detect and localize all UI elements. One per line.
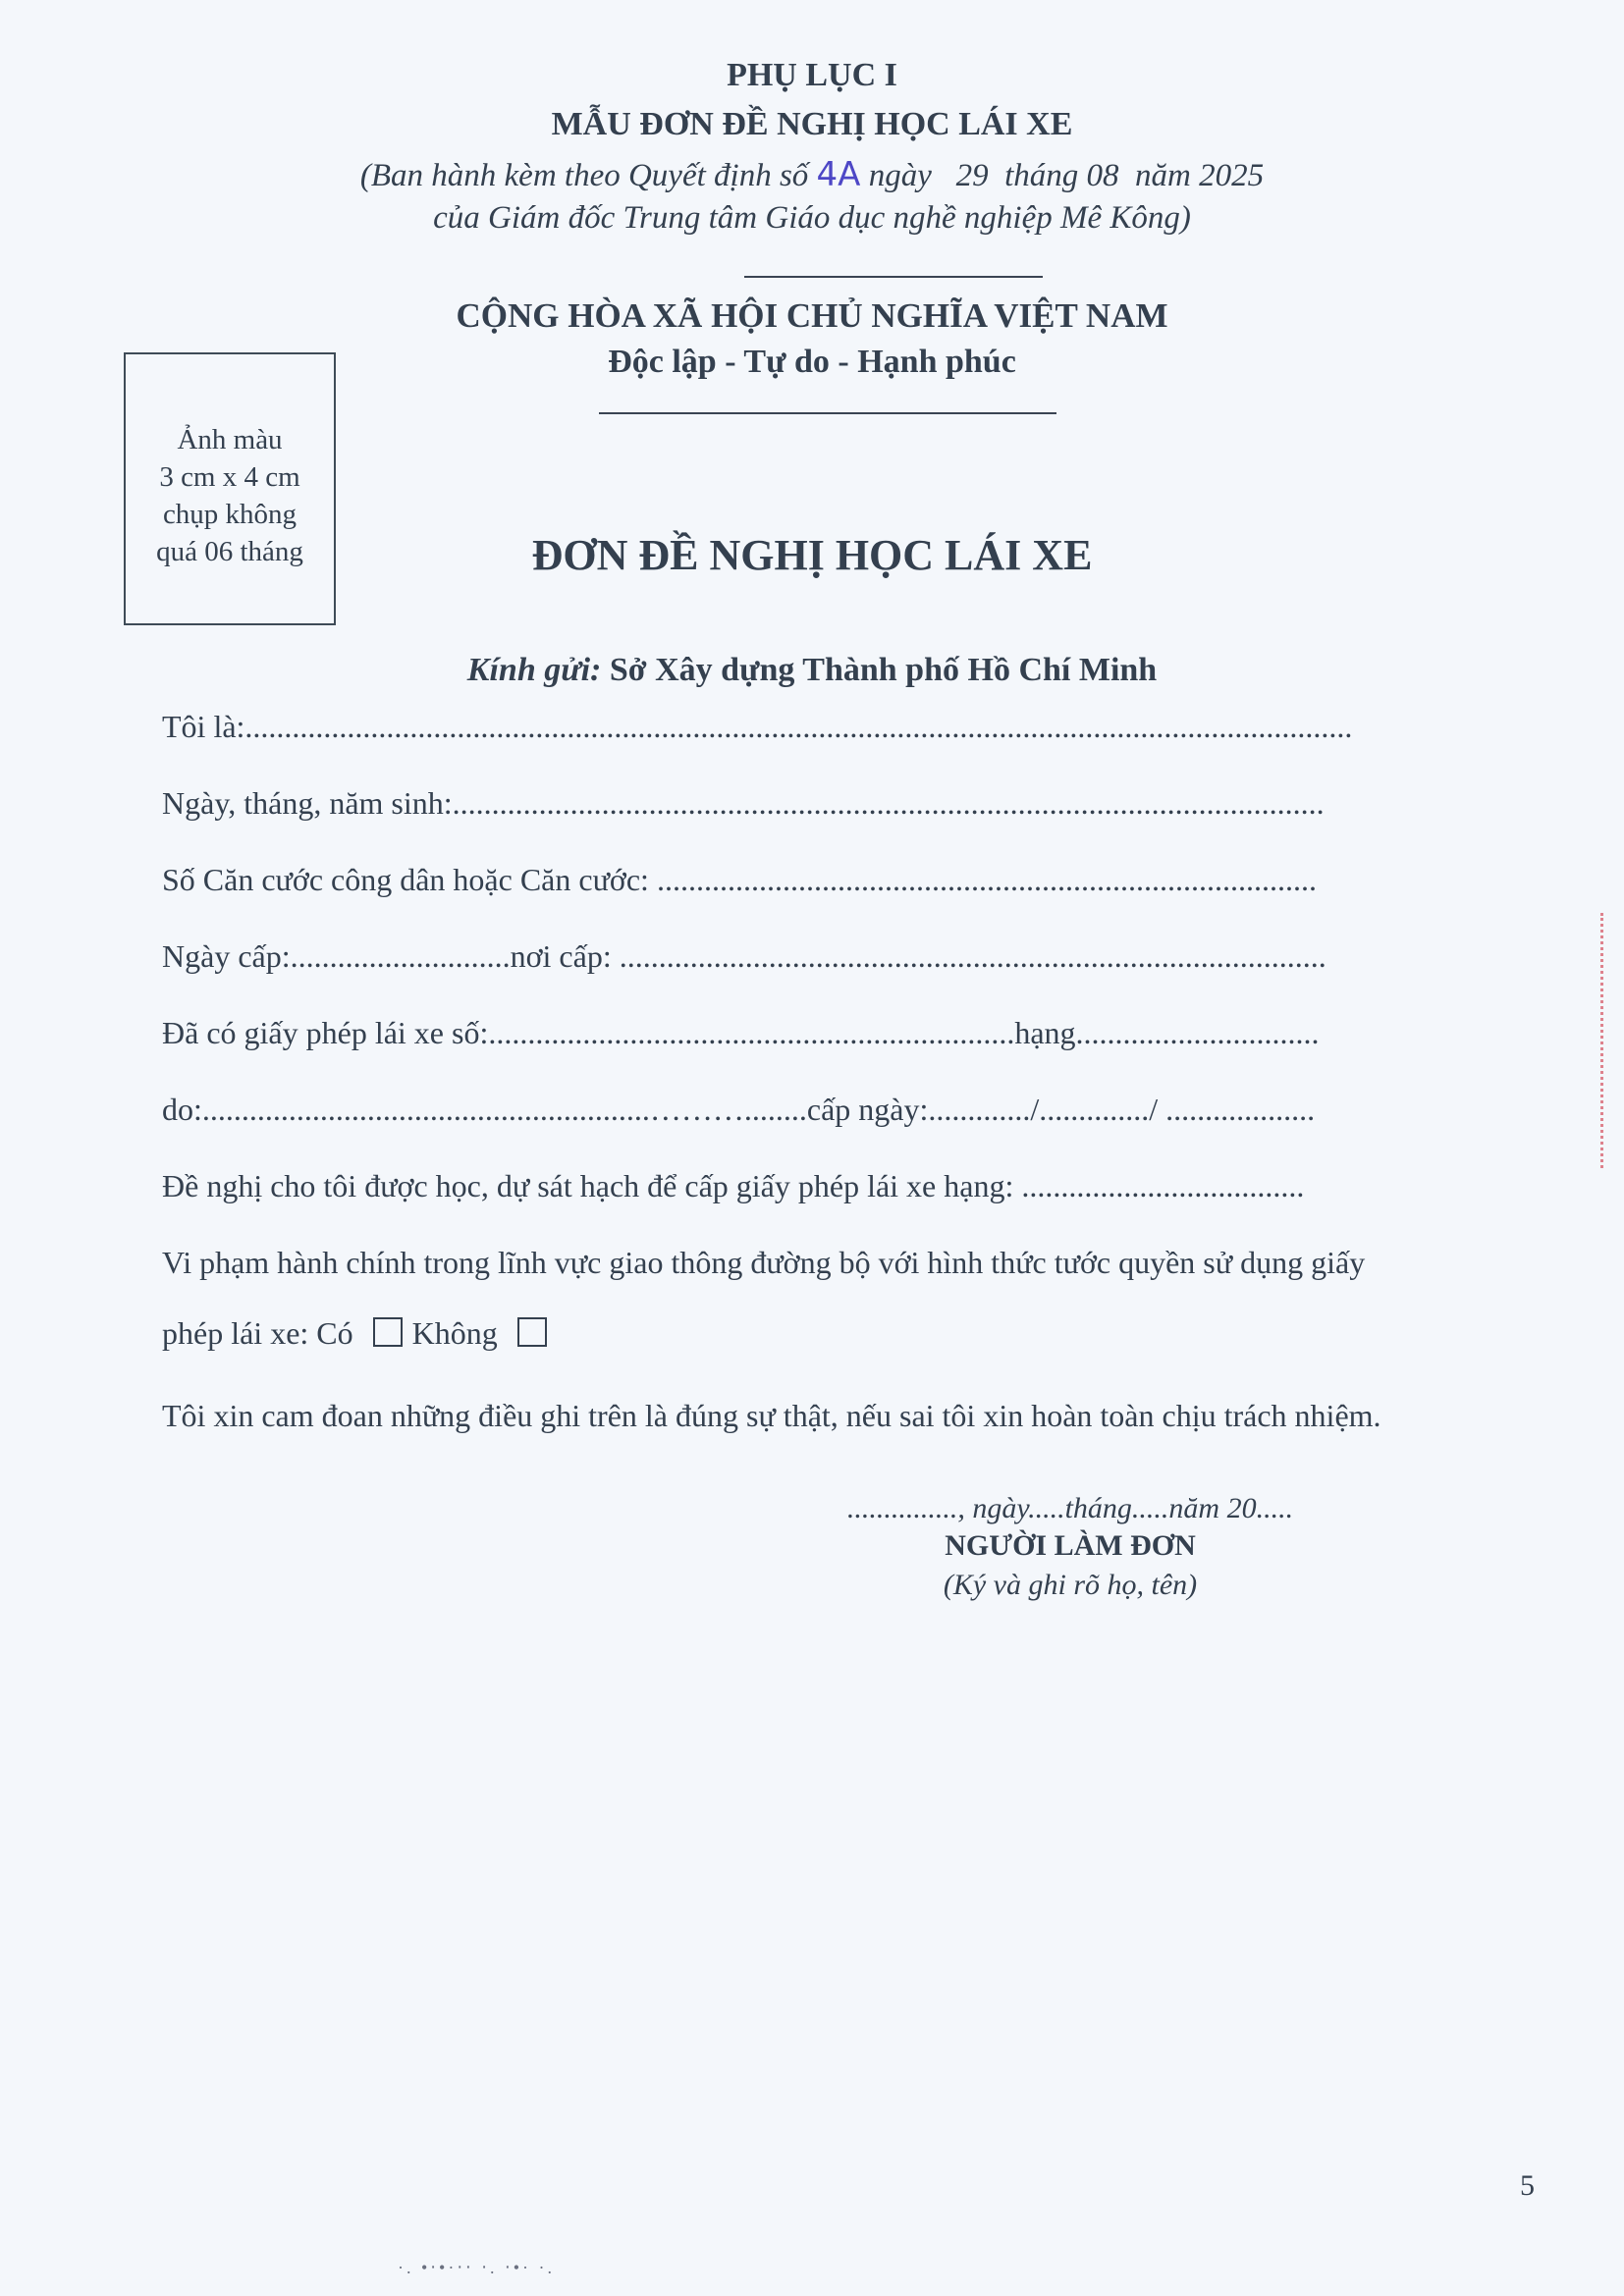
field-license-issuer: do:.........................................................………........cấp ngày:............./............../ ................... (162, 1092, 1316, 1127)
violation-statement: Vi phạm hành chính trong lĩnh vực giao thông đường bộ với hình thức tước quyền sử dụng giấy (162, 1245, 1366, 1280)
field-requested-class: Đề nghị cho tôi được học, dự sát hạch để cấp giấy phép lái xe hạng: .................................... (162, 1168, 1305, 1203)
field-id-number: Số Căn cước công dân hoặc Căn cước: .................................................................................... (162, 862, 1317, 897)
header-divider (744, 276, 1043, 278)
page-number: 5 (1520, 2169, 1535, 2202)
yes-checkbox[interactable] (373, 1317, 403, 1347)
field-issue-date-place: Ngày cấp:............................nơi cấp: .......................................................................................... (162, 938, 1326, 974)
application-title: ĐƠN ĐỀ NGHỊ HỌC LÁI XE (531, 531, 1093, 579)
form-template-title: MẪU ĐƠN ĐỀ NGHỊ HỌC LÁI XE (551, 106, 1073, 142)
red-margin-mark (1600, 913, 1617, 1168)
no-checkbox[interactable] (517, 1317, 547, 1347)
country-name: CỘNG HÒA XÃ HỘI CHỦ NGHĨA VIỆT NAM (456, 296, 1168, 335)
motto-underline (599, 412, 1056, 414)
field-existing-license: Đã có giấy phép lái xe số:...................................................................hạng............................... (162, 1015, 1320, 1050)
issued-date: ngày 29 tháng 08 năm 2025 (868, 158, 1265, 193)
signature-date-line: ..............., ngày.....tháng.....năm 20..... (846, 1492, 1294, 1524)
signature-instruction: (Ký và ghi rõ họ, tên) (943, 1569, 1198, 1601)
recipient-name: Sở Xây dựng Thành phố Hồ Chí Minh (609, 652, 1158, 688)
scan-artifact: ·. •‧•·‧‧ ‧. ‧•· ·. (398, 2258, 555, 2277)
issuing-authority: của Giám đốc Trung tâm Giáo dục nghề nghiệp Mê Kông) (433, 200, 1191, 236)
signer-role: NGƯỜI LÀM ĐƠN (945, 1529, 1196, 1562)
appendix-heading: PHỤ LỤC I (727, 57, 897, 93)
violation-prefix: phép lái xe: Có (162, 1315, 353, 1351)
national-motto: Độc lập - Tự do - Hạnh phúc (608, 344, 1016, 380)
violation-options (162, 1315, 557, 1352)
recipient-line (0, 652, 1624, 689)
photo-line: chụp không (162, 499, 298, 530)
handwritten-decision-number: 4A (816, 155, 861, 194)
photo-line: Ảnh màu (177, 424, 283, 455)
issued-by-line (0, 155, 1624, 194)
field-name: Tôi là:............................................................................................................................................. (162, 709, 1353, 744)
photo-placeholder-box (124, 352, 336, 625)
recipient-label: Kính gửi: (466, 652, 602, 688)
photo-line: 3 cm x 4 cm (159, 461, 300, 493)
photo-line: quá 06 tháng (156, 536, 303, 567)
field-date-of-birth: Ngày, tháng, năm sinh:............................................................................................................... (162, 785, 1325, 821)
issued-prefix: (Ban hành kèm theo Quyết định số (359, 158, 809, 193)
commitment-statement: Tôi xin cam đoan những điều ghi trên là đúng sự thật, nếu sai tôi xin hoàn toàn chịu trách nhiệm. (162, 1398, 1381, 1433)
no-label: Không (411, 1315, 498, 1351)
